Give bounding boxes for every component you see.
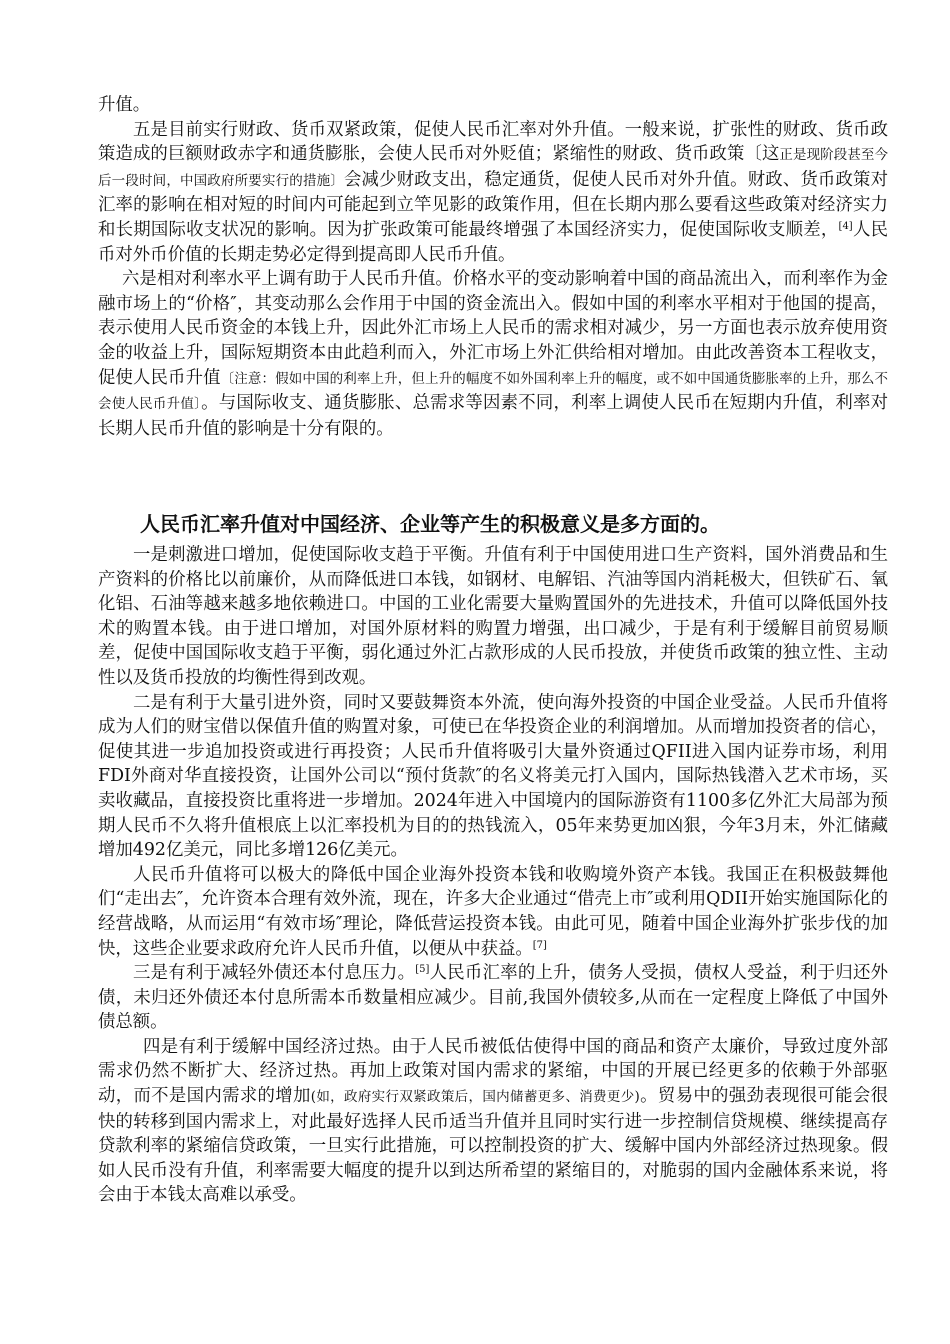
paragraph-text: 会减少财政支出，稳定通货，促使人民币对外升值。财政、货币政策对汇率的影响在相对短的时间内可能起到立竿见影的政策作用，但在长期内那么要看这些政策对经济实力和长期国际收支状况的影响。因为扩张政策可能最终增强了本国经济实力，促使国际收支顺差， bbox=[98, 169, 888, 240]
paragraph-one bbox=[98, 543, 888, 691]
citation-ref: [5] bbox=[415, 964, 430, 976]
paragraph-text: 三是有利于减轻外债还本付息压力。 bbox=[133, 963, 416, 984]
paragraph-text: 人民币汇率的上升，债务人受损，债权人受益，利于归还外债，未归还外债还本付息所需本币数量相应减少。目前,我国外债较多,从而在一定程度上降低了中国外债总额。 bbox=[98, 963, 888, 1033]
paragraph-text: 二是有利于大量引进外资，同时又要鼓舞资本外流，使向海外投资的中国企业受益。人民币升值将成为人们的财宝借以保值升值的购置对象，可使已在华投资企业的利润增加。从而增加投资者的信心，促使其进一步追加投资或进行再投资；人民币升值将吸引大量外资通过QFII进入国内证券市场，利用FDI外商对华直接投资，让国外公司以“预付货款″的名义将美元打入国内，国际热钱潜入艺术市场，买卖收藏品，直接投资比重将进一步增加。2024年进入中国境内的国际游资有1100多亿外汇大局部为预期人民币不久将升值根底上以汇率投机为目的的热钱流入，05年来势更加凶狠，今年3月末，外汇储藏增加492亿美元，同比多增126亿美元。 bbox=[98, 692, 888, 861]
paragraph-five bbox=[98, 118, 888, 268]
paragraph-text: 五是目前实行财政、货币双紧政策，促使人民币汇率对外升值。一般来说，扩张性的财政、货币政策造成的巨额财政赤字和通货膨胀，会使人民币对外贬值；紧缩性的财政、货币政策〔这 bbox=[98, 119, 888, 165]
paragraph-text: 升值。 bbox=[98, 95, 151, 115]
inline-note: 〔注意：假如中国的利率上升，但上升的幅度不如外国利率上升的幅度，或不如中国通货膨胀率的上升，那么不会使人民币升值〕 bbox=[98, 370, 888, 413]
inline-note: (如，政府实行双紧政策后，国内储蓄更多、消费更少) bbox=[310, 1089, 640, 1106]
paragraph-continuation bbox=[98, 93, 888, 118]
paragraph-six bbox=[98, 267, 888, 441]
paragraph-outward-investment bbox=[98, 863, 888, 961]
paragraph-text: 。与国际收支、通货膨胀、总需求等因素不同，利率上调使人民币在短期内升值，利率对长期人民币升值的影响是十分有限的。 bbox=[98, 393, 888, 439]
paragraph-text: 六是相对利率水平上调有助于人民币升值。价格水平的变动影响着中国的商品流出入，而利率作为金融市场上的“价格″，其变动那么会作用于中国的资金流出入。假如中国的利率水平相对于他国的提高，表示使用人民币资金的本钱上升，因此外汇市场上人民币的需求相对减少，另一方面也表示放弃使用资金的收益上升，国际短期资本由此趋利而入，外汇市场上外汇供给相对增加。由此改善资本工程收支，促使人民币升值 bbox=[98, 269, 888, 388]
paragraph-text: 人民币对外币价值的长期走势必定得到提高即人民币升值。 bbox=[98, 219, 888, 265]
inline-note: 正是现阶段甚至今后一段时间，中国政府所要实行的措施〕 bbox=[98, 147, 888, 189]
paragraph-text: 人民币升值将可以极大的降低中国企业海外投资本钱和收购境外资产本钱。我国正在积极鼓舞他们“走出去″，允许资本合理有效外流，现在，许多大企业通过“借壳上市″或利用QDII开始实施国际化的经营战略，从而运用“有效市场″理论，降低营运投资本钱。由此可见，随着中国企业海外扩张步伐的加快，这些企业要求政府允许人民币升值，以便从中获益。 bbox=[98, 864, 888, 959]
section-heading: 人民币汇率升值对中国经济、企业等产生的积极意义是多方面的。 bbox=[140, 512, 720, 536]
body-text-upper bbox=[98, 93, 888, 441]
citation-ref: [4] bbox=[838, 220, 853, 232]
body-text-lower bbox=[98, 543, 888, 1208]
paragraph-text: 。贸易中的强劲表现很可能会很快的转移到国内需求上，对此最好选择人民币适当升值并且同时实行进一步控制信贷规模、继续提高存贷款利率的紧缩信贷政策，一旦实行此措施，可以控制投资的扩大、缓解中国内外部经济过热现象。假如人民币没有升值，利率需要大幅度的提升以到达所希望的紧缩目的，对脆弱的国内金融体系来说，将会由于本钱太高难以承受。 bbox=[98, 1086, 888, 1206]
paragraph-two bbox=[98, 691, 888, 863]
paragraph-four bbox=[98, 1035, 888, 1208]
paragraph-text: 四是有利于缓解中国经济过热。由于人民币被低估使得中国的商品和资产太廉价，导致过度外部需求仍然不断扩大、经济过热。再加上政策对国内需求的紧缩，中国的开展已经更多的依赖于外部驱动，而不是国内需求的增加 bbox=[98, 1036, 888, 1107]
paragraph-three bbox=[98, 961, 888, 1035]
citation-ref: [7] bbox=[532, 939, 547, 951]
paragraph-text: 一是刺激进口增加，促使国际收支趋于平衡。升值有利于中国使用进口生产资料，国外消费品和生产资料的价格比以前廉价，从而降低进口本钱，如钢材、电解铝、汽油等国内消耗极大，但铁矿石、氧化铝、石油等越来越多地依赖进口。中国的工业化需要大量购置国外的先进技术，升值可以降低国外技术的购置本钱。由于进口增加，对国外原材料的购置力增强，出口减少，于是有利于缓解目前贸易顺差，促使中国国际收支趋于平衡，弱化通过外汇占款形成的人民币投放，并使货币政策的独立性、主动性以及货币投放的均衡性得到改观。 bbox=[98, 545, 888, 688]
